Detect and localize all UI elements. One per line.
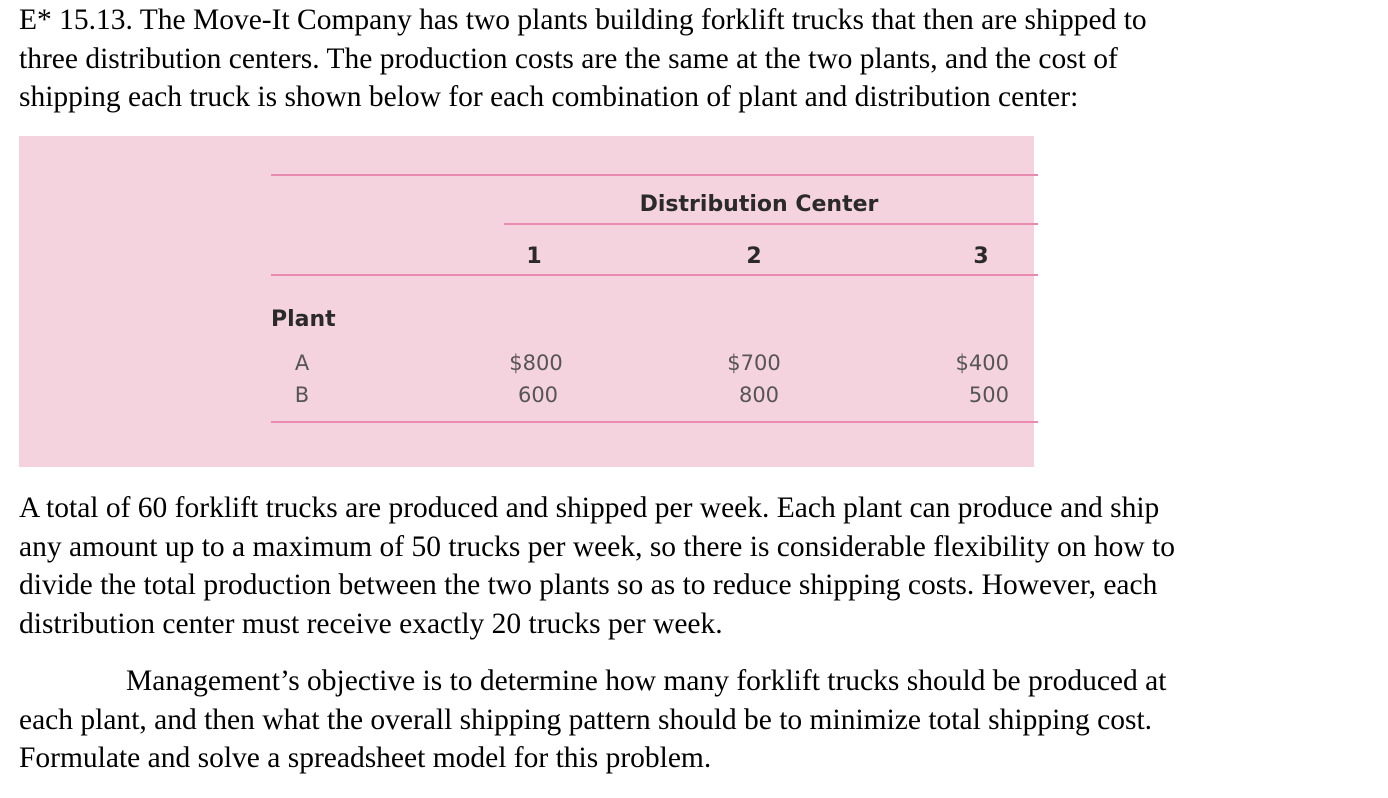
column-header-2: 2 [746,244,762,269]
cost-b-2: 800 [738,383,780,407]
intro-line: E* 15.13. The Move-It Company has two plants building forklift trucks that then are shipped to [19,4,1147,36]
cost-a-2: $700 [727,351,781,375]
paragraph2-line: any amount up to a maximum of 50 trucks per week, so there is considerable flexibility on how to [19,530,1175,563]
problem-objective-paragraph [19,662,1166,778]
plant-label-a: A [294,351,310,375]
shipping-cost-table [19,136,1034,467]
distribution-center-header: Distribution Center [639,192,879,217]
problem-intro [19,1,1147,117]
column-header-3: 3 [973,244,989,269]
column-header-rule [271,274,1038,276]
intro-line: three distribution centers. The production costs are the same at the two plants, and the cost of [19,42,1118,75]
paragraph2-line: divide the total production between the two plants so as to reduce shipping costs. However, each [19,569,1158,601]
column-header-1: 1 [526,244,542,269]
cost-b-1: 600 [517,383,559,407]
plant-label-b: B [294,383,310,407]
paragraph2-line: A total of 60 forklift trucks are produced and shipped per week. Each plant can produce and ship [19,492,1160,524]
group-header-rule [504,223,1038,225]
cost-a-1: $800 [509,351,563,375]
table-bottom-rule [271,421,1038,423]
paragraph3-line: Formulate and solve a spreadsheet model for this problem. [19,742,712,774]
problem-constraints-paragraph [19,489,1175,643]
table-top-rule [271,174,1038,176]
paragraph2-line: distribution center must receive exactly 20 trucks per week. [19,607,723,640]
cost-a-3: $400 [955,351,1009,375]
cost-b-3: 500 [968,383,1009,407]
intro-line: shipping each truck is shown below for each combination of plant and distribution center: [19,81,1079,113]
plant-row-header: Plant [271,307,336,332]
paragraph3-line: Management’s objective is to determine how many forklift trucks should be produced at [126,665,1167,697]
paragraph3-line: each plant, and then what the overall shipping pattern should be to minimize total shipping cost. [19,703,1153,736]
